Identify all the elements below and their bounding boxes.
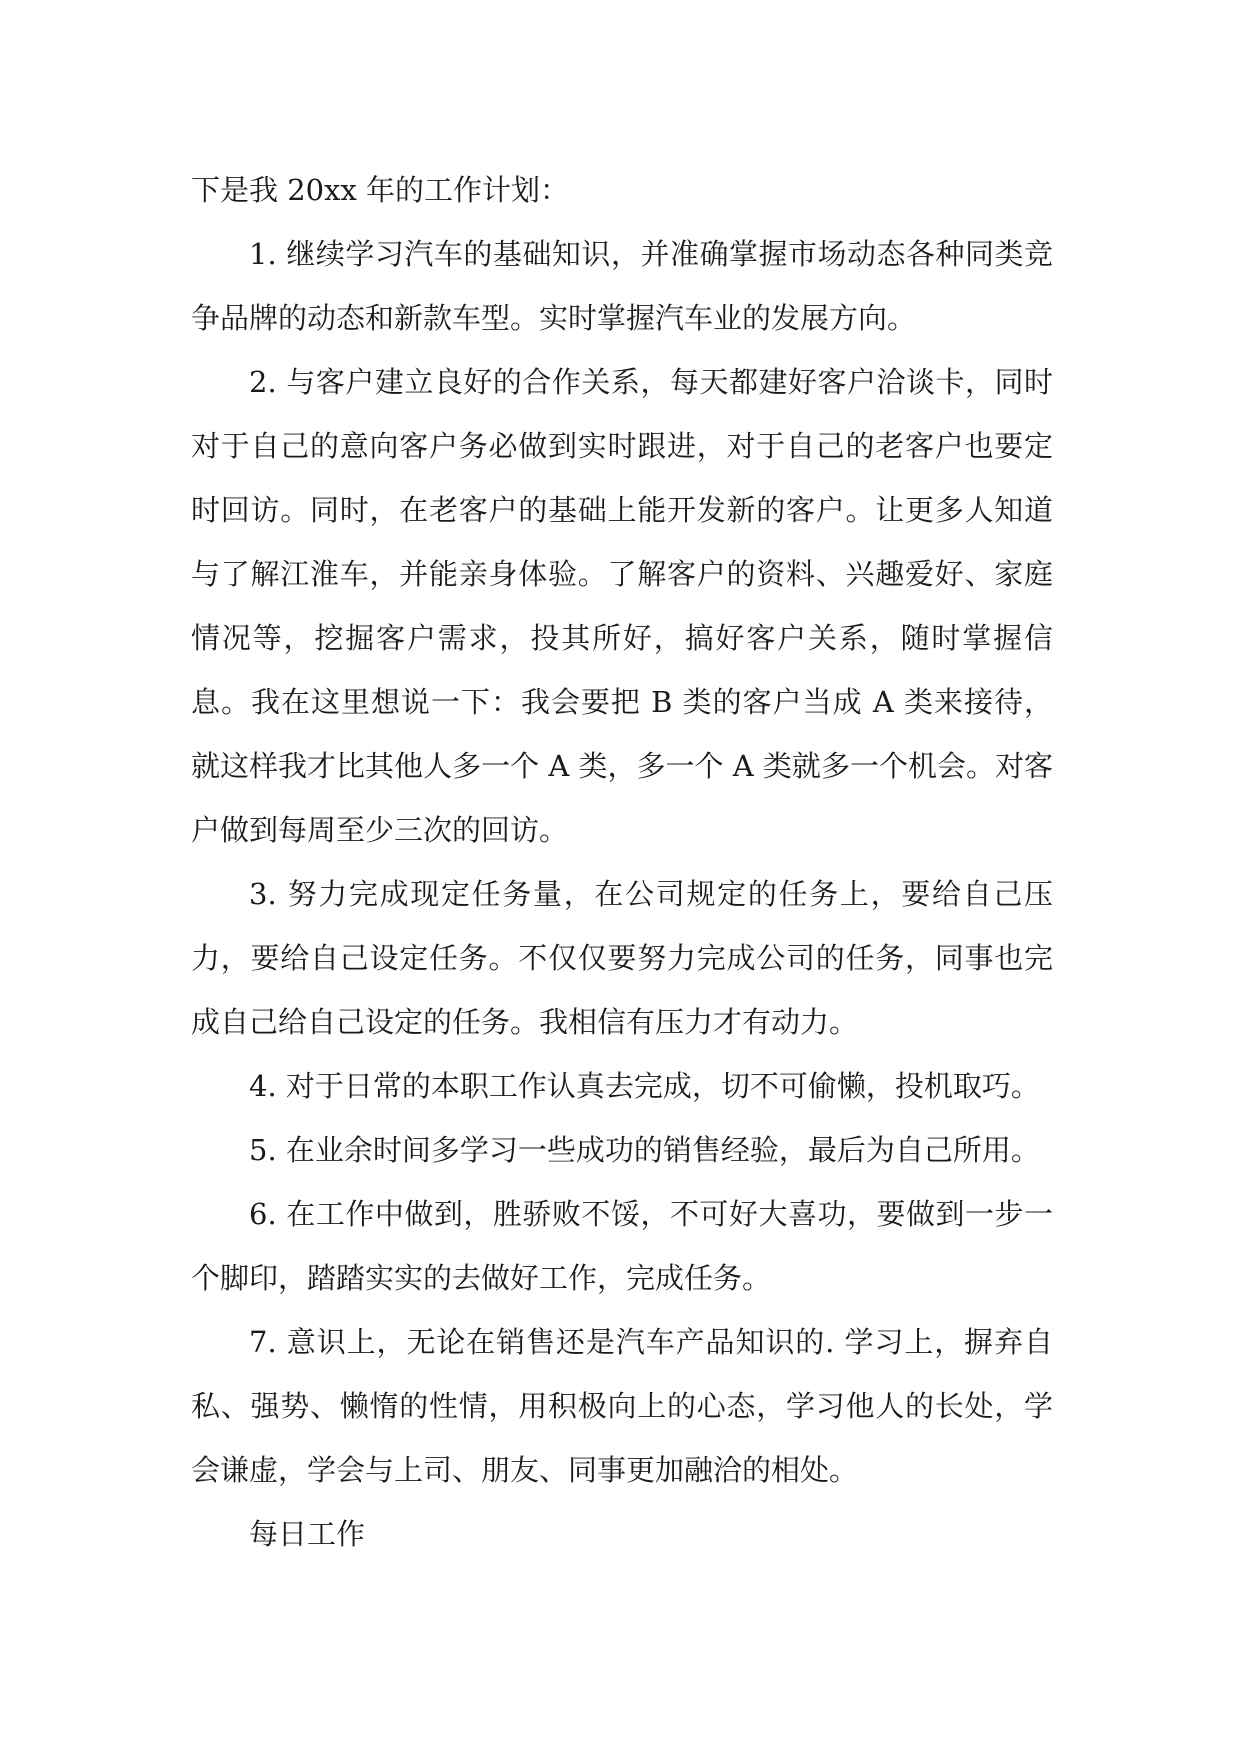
- plan-item-6: 6. 在工作中做到，胜骄败不馁，不可好大喜功，要做到一步一个脚印，踏踏实实的去做好工作，完成任务。: [191, 1197, 1053, 1295]
- plan-item-7: 7. 意识上，无论在销售还是汽车产品知识的. 学习上，摒弃自私、强势、懒惰的性情，用积极向上的心态，学习他人的长处，学会谦虚，学会与上司、朋友、同事更加融洽的相处。: [191, 1325, 1053, 1487]
- plan-item-3: 3. 努力完成现定任务量，在公司规定的任务上，要给自己压力，要给自己设定任务。不仅仅要努力完成公司的任务，同事也完成自己给自己设定的任务。我相信有压力才有动力。: [191, 877, 1053, 1039]
- section-heading-daily-work: 每日工作: [249, 1517, 366, 1551]
- plan-item-1: 1. 继续学习汽车的基础知识，并准确掌握市场动态各种同类竞争品牌的动态和新款车型。实时掌握汽车业的发展方向。: [191, 237, 1053, 335]
- plan-item-5: 5. 在业余时间多学习一些成功的销售经验，最后为自己所用。: [249, 1133, 1040, 1167]
- intro-paragraph: 下是我 20xx 年的工作计划：: [191, 173, 570, 207]
- document-body: [191, 158, 1053, 1566]
- plan-item-2: 2. 与客户建立良好的合作关系，每天都建好客户洽谈卡，同时对于自己的意向客户务必做到实时跟进，对于自己的老客户也要定时回访。同时，在老客户的基础上能开发新的客户。让更多人知道与了解江淮车，并能亲身体验。了解客户的资料、兴趣爱好、家庭情况等，挖掘客户需求，投其所好，搞好客户关系，随时掌握信息。我在这里想说一下：我会要把 B 类的客户当成 A 类来接待，就这样我才比其他人多一个 A 类，多一个 A 类就多一个机会。对客户做到每周至少三次的回访。: [191, 365, 1053, 847]
- plan-item-4: 4. 对于日常的本职工作认真去完成，切不可偷懒，投机取巧。: [249, 1069, 1040, 1103]
